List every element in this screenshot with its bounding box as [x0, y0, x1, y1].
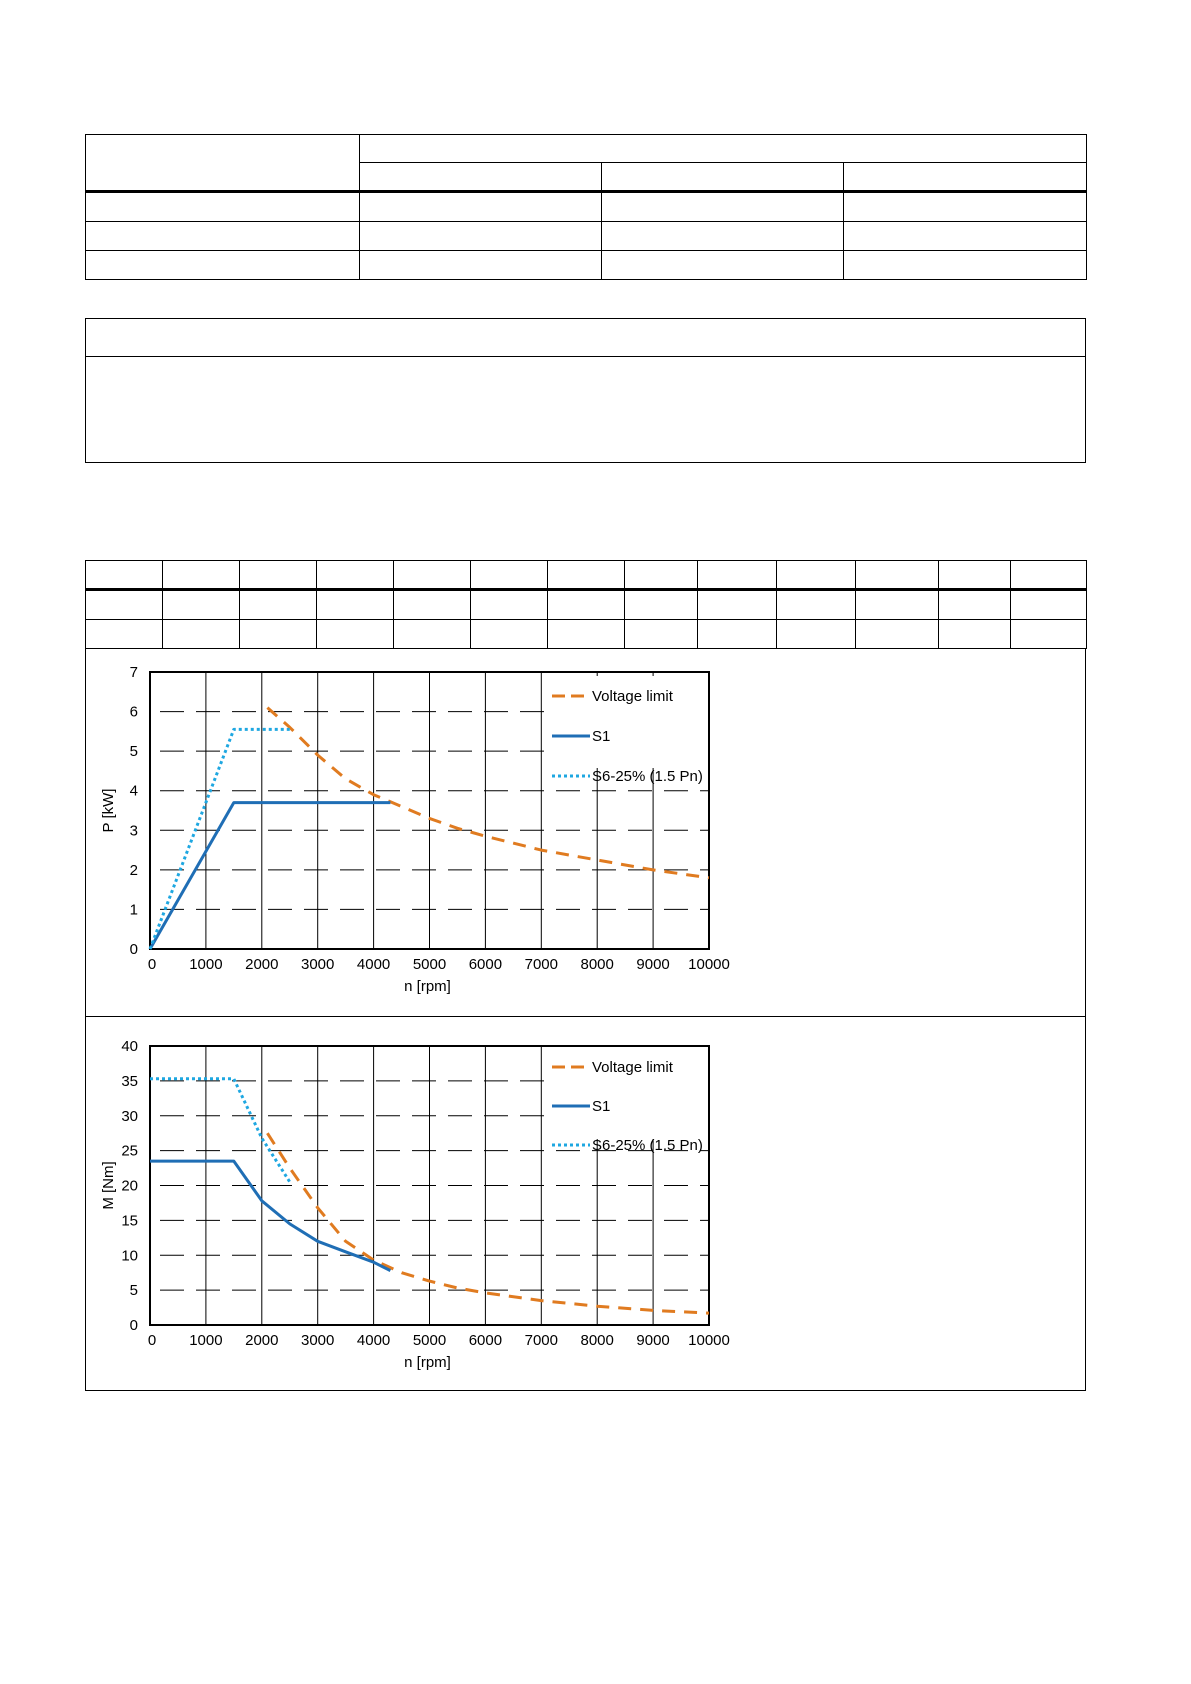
x-tick-label: 5000 [412, 1332, 447, 1349]
y-tick-label: 5 [129, 743, 138, 761]
x-tick-label: 8000 [580, 1332, 614, 1349]
x-tick-label: 4000 [356, 956, 391, 973]
series-line-s1 [150, 1161, 390, 1271]
y-tick-label: 10 [121, 1247, 138, 1265]
x-tick-label: 6000 [468, 956, 503, 973]
series-line-s1 [150, 803, 390, 949]
series-line-s6-25-1-5-pn- [150, 729, 290, 949]
legend-label: S6-25% (1.5 Pn) [592, 1137, 703, 1154]
x-tick-label: 1000 [189, 1332, 223, 1349]
y-tick-label: 2 [129, 861, 138, 879]
y-tick-label: 3 [129, 822, 138, 840]
x-tick-label: 4000 [356, 1332, 391, 1349]
x-tick-label: 9000 [636, 1332, 670, 1349]
series-line-voltage-limit [267, 1133, 709, 1313]
y-tick-label: 7 [129, 664, 138, 681]
x-tick-label: 10000 [688, 1332, 730, 1349]
legend-label: S1 [592, 1098, 611, 1115]
y-tick-label: 6 [129, 703, 138, 721]
legend-label: S6-25% (1.5 Pn) [592, 768, 703, 785]
chart-1 [100, 664, 730, 995]
legend-label: Voltage limit [592, 688, 673, 705]
y-tick-label: 15 [121, 1212, 138, 1230]
x-tick-label: 1000 [189, 956, 223, 973]
x-tick-label: 3000 [301, 956, 335, 973]
legend-label: Voltage limit [592, 1059, 673, 1076]
x-axis-label: n [rpm] [404, 1354, 451, 1371]
x-tick-label: 10000 [688, 956, 730, 973]
series-line-s6-25-1-5-pn- [150, 1079, 290, 1182]
y-tick-label: 0 [129, 941, 138, 958]
y-tick-label: 25 [121, 1142, 138, 1160]
y-tick-label: 35 [121, 1072, 138, 1090]
x-tick-label: 0 [147, 1332, 157, 1349]
x-tick-label: 8000 [580, 956, 614, 973]
y-tick-label: 30 [121, 1107, 138, 1125]
legend-label: S1 [592, 728, 611, 745]
x-tick-label: 2000 [245, 1332, 279, 1349]
x-tick-label: 7000 [524, 956, 558, 973]
x-tick-label: 9000 [636, 956, 670, 973]
y-tick-label: 5 [129, 1282, 138, 1300]
y-tick-label: 0 [129, 1317, 138, 1334]
y-tick-label: 1 [129, 901, 138, 919]
x-tick-label: 6000 [468, 1332, 503, 1349]
y-tick-label: 4 [129, 782, 138, 800]
y-axis-label: M [Nm] [100, 1161, 117, 1210]
y-tick-label: 20 [121, 1177, 138, 1195]
x-tick-label: 0 [147, 956, 157, 973]
chart-2 [100, 1038, 730, 1371]
x-tick-label: 3000 [301, 1332, 335, 1349]
x-tick-label: 7000 [524, 1332, 558, 1349]
y-tick-label: 40 [121, 1038, 138, 1055]
x-tick-label: 2000 [245, 956, 279, 973]
y-axis-label: P [kW] [100, 788, 117, 833]
x-axis-label: n [rpm] [404, 978, 451, 995]
x-tick-label: 5000 [412, 956, 447, 973]
